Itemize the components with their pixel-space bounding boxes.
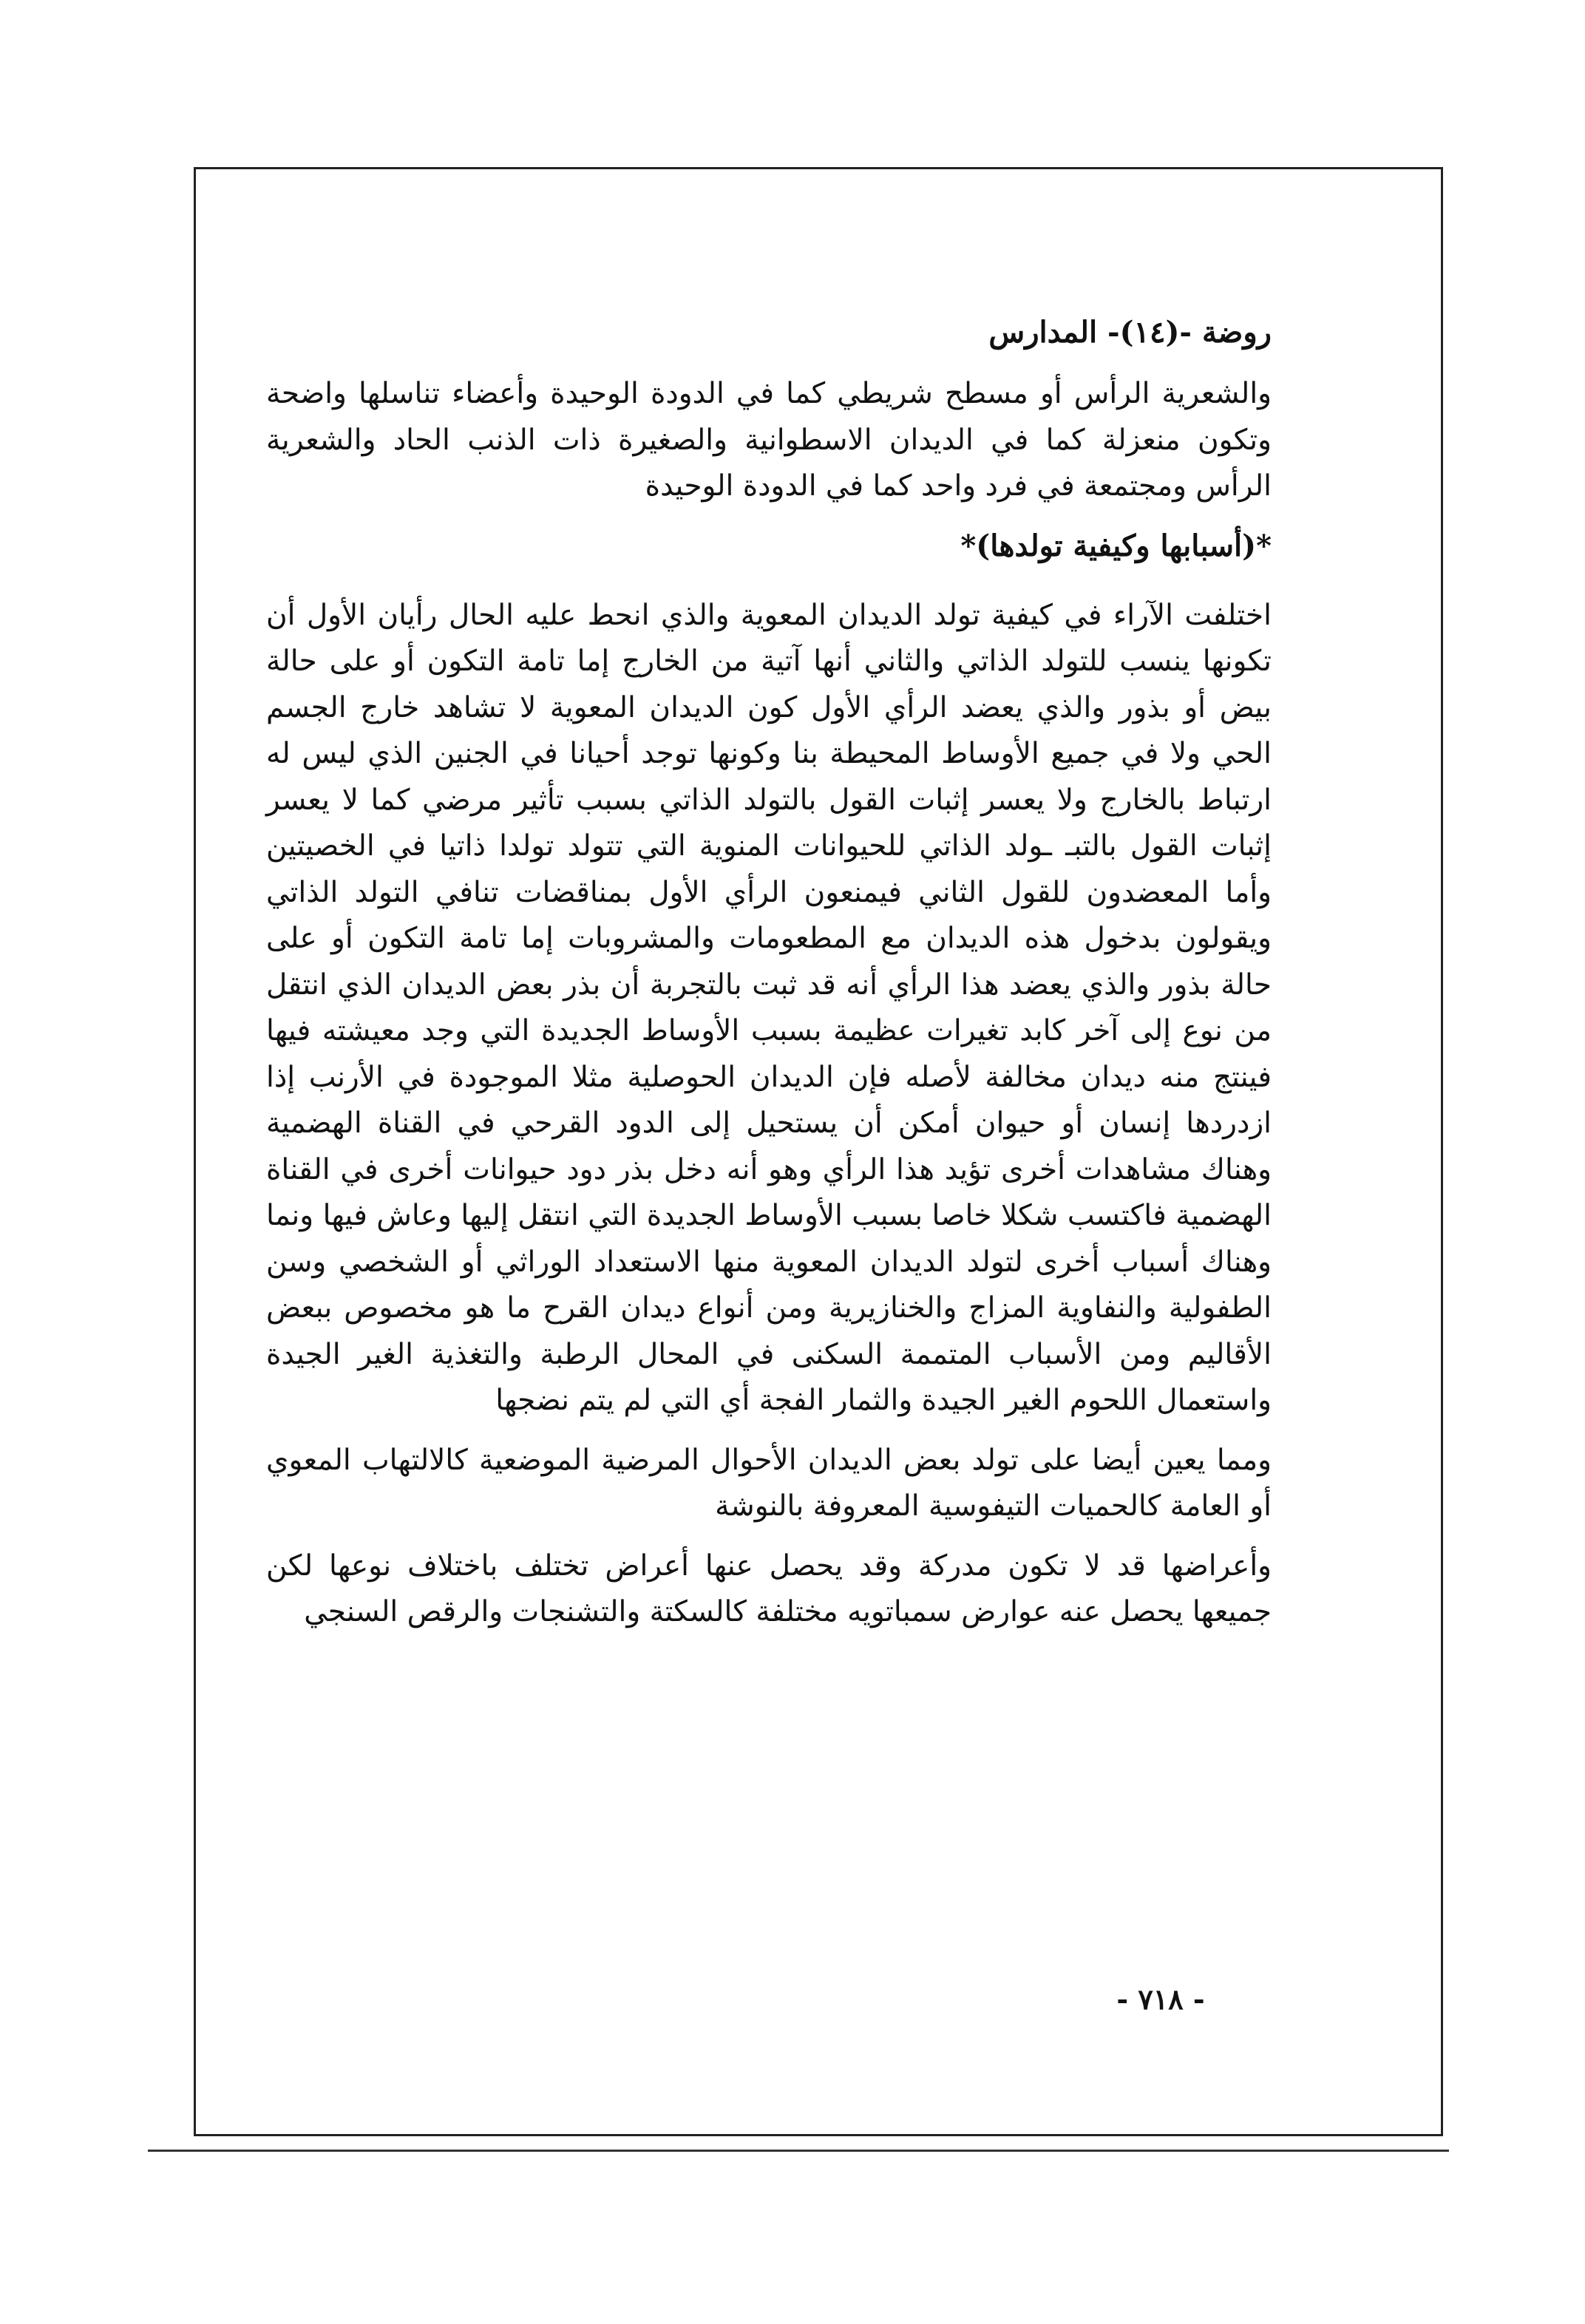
page-number: - ٧١٨ - — [1116, 1982, 1205, 2016]
body-paragraph-causes: اختلفت الآراء في كيفية تولد الديدان المعوية والذي انحط عليه الحال رأيان الأول أن تكونها ينسب للتولد الذاتي والثاني أنها آتية من الخارج إما تامة التكون أو على حالة بيض أو بذور والذي يعضد الرأي الأول كون الديدان المعوية لا تشاهد خارج الجسم الحي ولا في جميع الأوساط المحيطة بنا وكونها توجد أحيانا في الجنين الذي ليس له ارتباط بالخارج ولا يعسر إثبات القول بالتولد الذاتي بسبب تأثير مرضي كما لا يعسر إثبات القول بالتبـ ـولد الذاتي للحيوانات المنوية التي تتولد تولدا ذاتيا في الخصيتين وأما المعضدون للقول الثاني فيمنعون الرأي الأول بمناقضات تنافي التولد الذاتي ويقولون بدخول هذه الديدان مع المطعومات والمشروبات إما تامة التكون أو على حالة بذور والذي يعضد هذا الرأي أنه قد ثبت بالتجربة أن بذر بعض الديدان الذي انتقل من نوع إلى آخر كابد تغيرات عظيمة بسبب الأوساط الجديدة التي وجد معيشته فيها فينتج منه ديدان مخالفة لأصله فإن الديدان الحوصلية مثلا الموجودة في الأرنب إذا ازدردها إنسان أو حيوان أمكن أن يستحيل إلى الدود القرحي في القناة الهضمية وهناك مشاهدات أخرى تؤيد هذا الرأي وهو أنه دخل بذر دود حيوانات أخرى في القناة الهضمية فاكتسب شكلا خاصا بسبب الأوساط الجديدة التي انتقل إليها وعاش فيها ونما وهناك أسباب أخرى لتولد الديدان المعوية منها الاستعداد الوراثي أو الشخصي وسن الطفولية والنفاوية المزاج والخنازيرية ومن أنواع ديدان القرح ما هو مخصوص ببعض الأقاليم ومن الأسباب المتممة السكنى في المحال الرطبة والتغذية الغير الجيدة واستعمال اللحوم الغير الجيدة والثمار الفجة أي التي لم يتم نضجها — [266, 598, 1272, 1417]
section-heading: *(أسبابها وكيفية تولدها)* — [960, 528, 1272, 563]
running-header: روضة -(١٤)- المدارس — [988, 315, 1272, 350]
intro-paragraph: والشعرية الرأس أو مسطح شريطي كما في الدودة الوحيدة وأعضاء تناسلها واضحة وتكون منعزلة كما في الديدان الاسطوانية والصغيرة ذات الذنب الحاد والشعرية الرأس ومجتمعة في فرد واحد كما في الدودة الوحيدة — [266, 377, 1272, 503]
body-paragraph-conditions: ومما يعين أيضا على تولد بعض الديدان الأحوال المرضية الموضعية كالالتهاب المعوي أو العامة كالحميات التيفوسية المعروفة بالنوشة — [266, 1443, 1272, 1523]
page-content — [266, 310, 1272, 1649]
body-paragraph-symptoms: وأعراضها قد لا تكون مدركة وقد يحصل عنها أعراض تختلف باختلاف نوعها لكن جميعها يحصل عنه عوارض سمباتويه مختلفة كالسكتة والتشنجات والرقص السنجي — [266, 1549, 1272, 1628]
bottom-rule — [148, 2150, 1449, 2152]
